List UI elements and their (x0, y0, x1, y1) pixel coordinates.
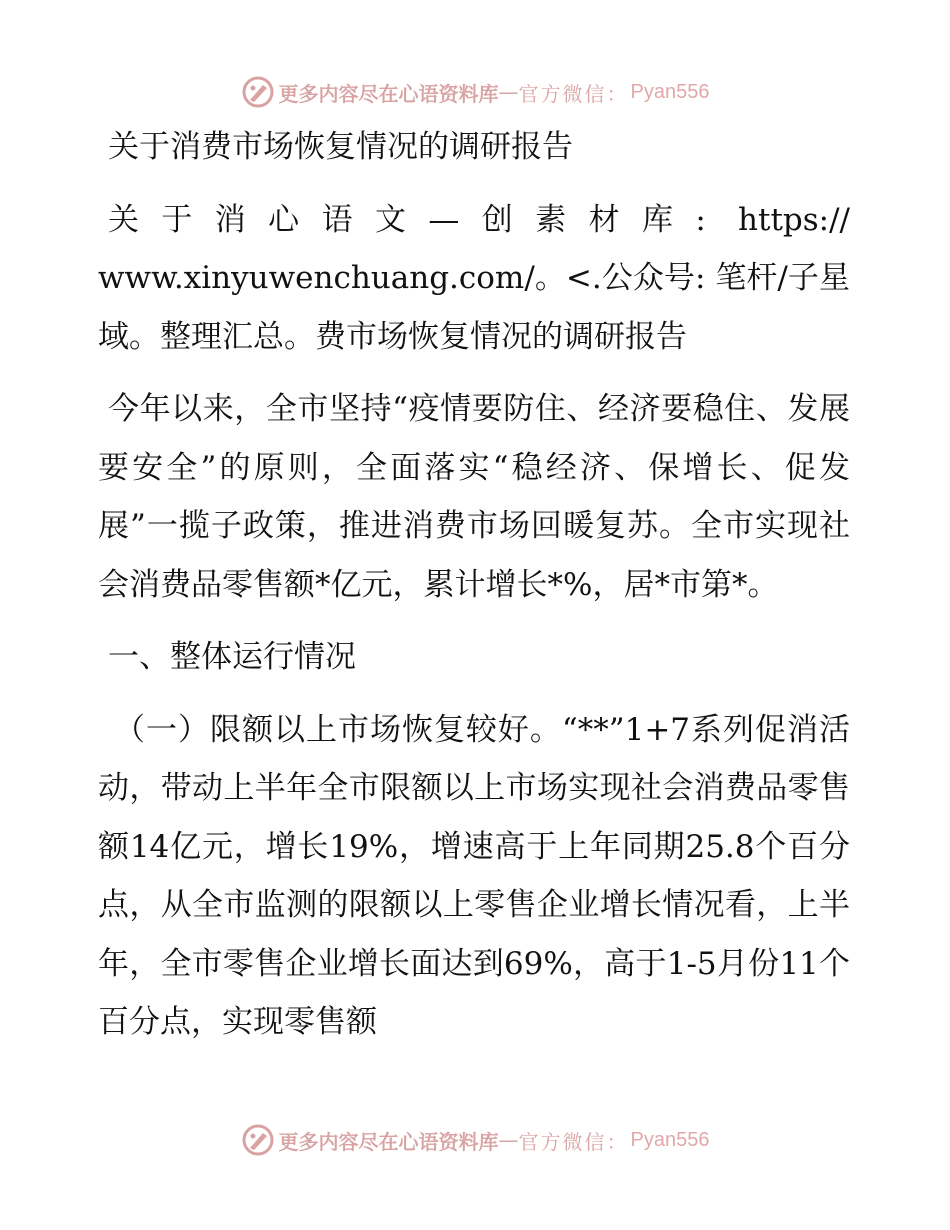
watermark-dash: — (498, 80, 519, 104)
document-body (98, 118, 850, 1052)
watermark-brand: 更多内容尽在心语资料库 (278, 1129, 499, 1154)
pen-logo-icon (241, 75, 275, 109)
document-title: 关于消费市场恢复情况的调研报告 (108, 129, 573, 165)
watermark-dash: — (498, 1128, 519, 1152)
paragraph-1: 今年以来，全市坚持“疫情要防住、经济要稳住、发展要安全”的原则，全面落实“稳经济、保增长、促发展”一揽子政策，推进消费市场回暖复苏。全市实现社会消费品零售额*亿元，累计增长*%，居*市第*。 (98, 391, 850, 603)
watermark-brand: 更多内容尽在心语资料库 (278, 81, 499, 106)
watermark-wechat-id: Pyan556 (630, 80, 710, 103)
paragraph-2: （一）限额以上市场恢复较好。“**”1+7系列促消活动，带动上半年全市限额以上市场实现社会消费品零售额14亿元，增长19%，增速高于上年同期25.8个百分点，从全市监测的限额以上零售企业增长情况看，上半年，全市零售企业增长面达到69%，高于1-5月份11个百分点，实现零售额 (98, 711, 850, 1040)
intro-paragraph: 关于消心语文—创素材库: https:// www.xinyuwenchuang.com/。<.公众号: 笔杆/子星域。整理汇总。费市场恢复情况的调研报告 (98, 201, 850, 355)
watermark-official: 官方微信： (518, 81, 629, 106)
watermark-official: 官方微信： (518, 1129, 629, 1154)
watermark-banner-bottom (0, 1120, 950, 1160)
section-heading: 一、整体运行情况 (108, 639, 356, 675)
pen-logo-icon (241, 1123, 275, 1157)
watermark-banner-top (0, 72, 950, 112)
watermark-wechat-id: Pyan556 (630, 1128, 710, 1151)
